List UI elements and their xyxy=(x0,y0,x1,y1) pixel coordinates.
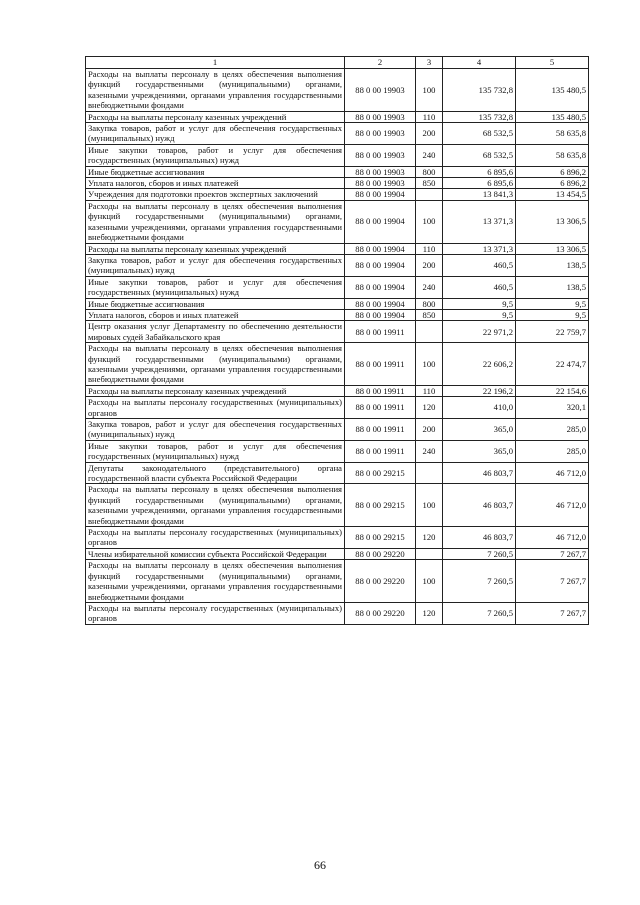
row-description: Иные бюджетные ассигнования xyxy=(86,298,345,309)
table-row xyxy=(86,189,589,200)
row-amount-col5: 9,5 xyxy=(516,309,589,320)
table-row xyxy=(86,298,589,309)
row-amount-col5: 58 635,8 xyxy=(516,123,589,145)
budget-table xyxy=(85,56,589,625)
table-row xyxy=(86,548,589,559)
row-amount-col4: 13 841,3 xyxy=(443,189,516,200)
row-description: Расходы на выплаты персоналу казенных учреждений xyxy=(86,385,345,396)
row-target-code: 88 0 00 19911 xyxy=(345,343,416,386)
row-expense-type: 110 xyxy=(416,111,443,122)
row-target-code: 88 0 00 19904 xyxy=(345,243,416,254)
row-expense-type: 110 xyxy=(416,243,443,254)
row-amount-col5: 138,5 xyxy=(516,254,589,276)
row-description: Закупка товаров, работ и услуг для обеспечения государственных (муниципальных) нужд xyxy=(86,254,345,276)
row-amount-col4: 135 732,8 xyxy=(443,111,516,122)
row-expense-type: 100 xyxy=(416,69,443,112)
row-description: Уплата налогов, сборов и иных платежей xyxy=(86,178,345,189)
row-amount-col5: 7 267,7 xyxy=(516,548,589,559)
row-target-code: 88 0 00 19903 xyxy=(345,111,416,122)
row-description: Расходы на выплаты персоналу в целях обеспечения выполнения функций государственными (муниципальными) органами, казенными учреждениями, органами управления государственными внебюджетными фондами xyxy=(86,343,345,386)
row-target-code: 88 0 00 19911 xyxy=(345,397,416,419)
table-row xyxy=(86,243,589,254)
row-target-code: 88 0 00 19911 xyxy=(345,419,416,441)
row-description: Иные закупки товаров, работ и услуг для обеспечения государственных (муниципальных) нужд xyxy=(86,144,345,166)
row-target-code: 88 0 00 29215 xyxy=(345,527,416,549)
table-row xyxy=(86,602,589,624)
table-row xyxy=(86,484,589,527)
row-expense-type xyxy=(416,189,443,200)
table-row xyxy=(86,321,589,343)
table-row xyxy=(86,144,589,166)
row-description: Расходы на выплаты персоналу государственных (муниципальных) органов xyxy=(86,602,345,624)
row-amount-col5: 6 896,2 xyxy=(516,166,589,177)
header-row xyxy=(86,57,589,69)
row-amount-col4: 7 260,5 xyxy=(443,560,516,603)
row-description: Расходы на выплаты персоналу в целях обеспечения выполнения функций государственными (муниципальными) органами, казенными учреждениями, органами управления государственными внебюджетными фондами xyxy=(86,69,345,112)
row-expense-type: 850 xyxy=(416,309,443,320)
row-expense-type: 200 xyxy=(416,419,443,441)
row-target-code: 88 0 00 29215 xyxy=(345,484,416,527)
table-header xyxy=(86,57,589,69)
header-col-4: 4 xyxy=(443,57,516,69)
table-row xyxy=(86,200,589,243)
row-expense-type: 110 xyxy=(416,385,443,396)
row-description: Закупка товаров, работ и услуг для обеспечения государственных (муниципальных) нужд xyxy=(86,419,345,441)
row-description: Иные бюджетные ассигнования xyxy=(86,166,345,177)
row-amount-col5: 46 712,0 xyxy=(516,484,589,527)
table-row xyxy=(86,397,589,419)
row-amount-col5: 13 454,5 xyxy=(516,189,589,200)
row-amount-col4: 460,5 xyxy=(443,254,516,276)
document-page xyxy=(85,56,588,625)
row-amount-col5: 46 712,0 xyxy=(516,462,589,484)
row-target-code: 88 0 00 19904 xyxy=(345,200,416,243)
row-expense-type: 200 xyxy=(416,123,443,145)
table-row xyxy=(86,178,589,189)
table-row xyxy=(86,69,589,112)
row-amount-col5: 22 474,7 xyxy=(516,343,589,386)
row-description: Учреждения для подготовки проектов экспертных заключений xyxy=(86,189,345,200)
table-row xyxy=(86,343,589,386)
row-amount-col4: 46 803,7 xyxy=(443,527,516,549)
row-amount-col5: 135 480,5 xyxy=(516,69,589,112)
table-row xyxy=(86,385,589,396)
row-expense-type xyxy=(416,321,443,343)
row-description: Уплата налогов, сборов и иных платежей xyxy=(86,309,345,320)
row-amount-col5: 22 759,7 xyxy=(516,321,589,343)
row-expense-type xyxy=(416,462,443,484)
row-target-code: 88 0 00 19911 xyxy=(345,321,416,343)
row-description: Закупка товаров, работ и услуг для обеспечения государственных (муниципальных) нужд xyxy=(86,123,345,145)
row-amount-col5: 320,1 xyxy=(516,397,589,419)
row-description: Иные закупки товаров, работ и услуг для обеспечения государственных (муниципальных) нужд xyxy=(86,440,345,462)
row-description: Расходы на выплаты персоналу казенных учреждений xyxy=(86,243,345,254)
header-col-5: 5 xyxy=(516,57,589,69)
row-amount-col5: 135 480,5 xyxy=(516,111,589,122)
row-amount-col5: 7 267,7 xyxy=(516,560,589,603)
row-target-code: 88 0 00 19904 xyxy=(345,254,416,276)
row-amount-col5: 6 896,2 xyxy=(516,178,589,189)
row-target-code: 88 0 00 19903 xyxy=(345,166,416,177)
row-target-code: 88 0 00 19904 xyxy=(345,276,416,298)
row-target-code: 88 0 00 29220 xyxy=(345,602,416,624)
table-row xyxy=(86,462,589,484)
row-description: Расходы на выплаты персоналу государственных (муниципальных) органов xyxy=(86,527,345,549)
row-amount-col5: 138,5 xyxy=(516,276,589,298)
table-body xyxy=(86,69,589,625)
row-description: Расходы на выплаты персоналу в целях обеспечения выполнения функций государственными (муниципальными) органами, казенными учреждениями, органами управления государственными внебюджетными фондами xyxy=(86,560,345,603)
row-target-code: 88 0 00 19911 xyxy=(345,385,416,396)
row-amount-col4: 13 371,3 xyxy=(443,243,516,254)
row-amount-col5: 22 154,6 xyxy=(516,385,589,396)
row-expense-type: 850 xyxy=(416,178,443,189)
row-amount-col4: 22 971,2 xyxy=(443,321,516,343)
row-amount-col4: 7 260,5 xyxy=(443,602,516,624)
row-amount-col4: 7 260,5 xyxy=(443,548,516,559)
row-expense-type: 800 xyxy=(416,166,443,177)
row-expense-type: 120 xyxy=(416,397,443,419)
row-expense-type: 100 xyxy=(416,484,443,527)
row-target-code: 88 0 00 29220 xyxy=(345,548,416,559)
row-amount-col4: 68 532,5 xyxy=(443,123,516,145)
row-description: Члены избирательной комиссии субъекта Российской Федерации xyxy=(86,548,345,559)
row-expense-type: 240 xyxy=(416,440,443,462)
row-description: Иные закупки товаров, работ и услуг для обеспечения государственных (муниципальных) нужд xyxy=(86,276,345,298)
row-amount-col4: 22 196,2 xyxy=(443,385,516,396)
row-amount-col4: 46 803,7 xyxy=(443,484,516,527)
row-description: Депутаты законодательного (представительного) органа государственной власти субъекта Российской Федерации xyxy=(86,462,345,484)
table-row xyxy=(86,440,589,462)
row-amount-col4: 460,5 xyxy=(443,276,516,298)
row-target-code: 88 0 00 19903 xyxy=(345,69,416,112)
row-description: Расходы на выплаты персоналу казенных учреждений xyxy=(86,111,345,122)
row-expense-type: 200 xyxy=(416,254,443,276)
row-amount-col5: 46 712,0 xyxy=(516,527,589,549)
row-amount-col4: 365,0 xyxy=(443,419,516,441)
row-amount-col4: 9,5 xyxy=(443,309,516,320)
table-row xyxy=(86,254,589,276)
row-amount-col4: 46 803,7 xyxy=(443,462,516,484)
row-description: Расходы на выплаты персоналу государственных (муниципальных) органов xyxy=(86,397,345,419)
row-expense-type: 100 xyxy=(416,343,443,386)
row-description: Центр оказания услуг Департаменту по обеспечению деятельности мировых судей Забайкальского края xyxy=(86,321,345,343)
row-expense-type: 100 xyxy=(416,560,443,603)
row-amount-col5: 9,5 xyxy=(516,298,589,309)
page-number: 66 xyxy=(314,858,326,872)
row-description: Расходы на выплаты персоналу в целях обеспечения выполнения функций государственными (муниципальными) органами, казенными учреждениями, органами управления государственными внебюджетными фондами xyxy=(86,200,345,243)
row-target-code: 88 0 00 19904 xyxy=(345,309,416,320)
table-row xyxy=(86,309,589,320)
row-target-code: 88 0 00 19904 xyxy=(345,298,416,309)
row-target-code: 88 0 00 19903 xyxy=(345,178,416,189)
table-row xyxy=(86,276,589,298)
row-amount-col4: 135 732,8 xyxy=(443,69,516,112)
row-amount-col4: 365,0 xyxy=(443,440,516,462)
table-row xyxy=(86,527,589,549)
row-amount-col5: 58 635,8 xyxy=(516,144,589,166)
row-amount-col5: 285,0 xyxy=(516,419,589,441)
row-expense-type: 800 xyxy=(416,298,443,309)
row-amount-col5: 7 267,7 xyxy=(516,602,589,624)
row-target-code: 88 0 00 29215 xyxy=(345,462,416,484)
row-expense-type xyxy=(416,548,443,559)
row-target-code: 88 0 00 19904 xyxy=(345,189,416,200)
table-row xyxy=(86,560,589,603)
row-amount-col4: 6 895,6 xyxy=(443,178,516,189)
row-expense-type: 120 xyxy=(416,602,443,624)
row-amount-col5: 13 306,5 xyxy=(516,243,589,254)
row-amount-col4: 68 532,5 xyxy=(443,144,516,166)
row-target-code: 88 0 00 29220 xyxy=(345,560,416,603)
row-expense-type: 100 xyxy=(416,200,443,243)
row-target-code: 88 0 00 19903 xyxy=(345,144,416,166)
row-amount-col5: 13 306,5 xyxy=(516,200,589,243)
row-amount-col4: 13 371,3 xyxy=(443,200,516,243)
table-row xyxy=(86,123,589,145)
row-target-code: 88 0 00 19903 xyxy=(345,123,416,145)
row-amount-col4: 410,0 xyxy=(443,397,516,419)
table-row xyxy=(86,111,589,122)
table-row xyxy=(86,419,589,441)
header-col-3: 3 xyxy=(416,57,443,69)
row-expense-type: 240 xyxy=(416,276,443,298)
row-target-code: 88 0 00 19911 xyxy=(345,440,416,462)
row-description: Расходы на выплаты персоналу в целях обеспечения выполнения функций государственными (муниципальными) органами, казенными учреждениями, органами управления государственными внебюджетными фондами xyxy=(86,484,345,527)
row-amount-col5: 285,0 xyxy=(516,440,589,462)
row-expense-type: 120 xyxy=(416,527,443,549)
row-amount-col4: 6 895,6 xyxy=(443,166,516,177)
table-row xyxy=(86,166,589,177)
row-amount-col4: 9,5 xyxy=(443,298,516,309)
row-amount-col4: 22 606,2 xyxy=(443,343,516,386)
header-col-2: 2 xyxy=(345,57,416,69)
header-col-1: 1 xyxy=(86,57,345,69)
row-expense-type: 240 xyxy=(416,144,443,166)
